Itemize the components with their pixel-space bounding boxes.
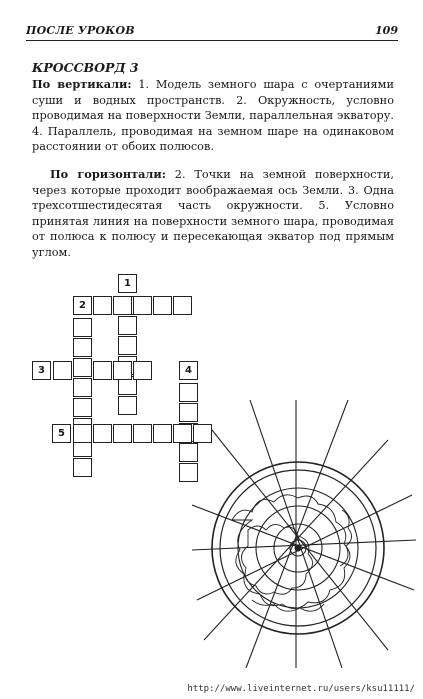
clues-horizontal-label: По горизонтали:	[50, 167, 166, 181]
header-title: ПОСЛЕ УРОКОВ	[26, 24, 135, 37]
crossword-cell	[73, 338, 92, 357]
crossword-cell	[113, 424, 132, 443]
crossword-cell	[173, 296, 192, 315]
crossword-cell	[113, 296, 132, 315]
crossword-cell	[73, 458, 92, 477]
clues-vertical-text: 1. Модель земного шара с очертаниями суши и водных пространств. 2. Окружность, условно проводимая на поверхности Земли, параллельная экватору. 4. Параллель, проводимая на земном шаре на одинаковом расстоянии от обоих полюсов.	[32, 78, 394, 154]
crossword-cell	[93, 296, 112, 315]
crossword-cell	[73, 398, 92, 417]
crossword-cell	[118, 316, 137, 335]
crossword-number-3: 3	[32, 361, 51, 380]
crossword-cell	[73, 378, 92, 397]
crossword-cell	[133, 424, 152, 443]
crossword-cell	[73, 358, 92, 377]
crossword-number-1: 1	[118, 274, 137, 293]
crossword-cell	[93, 361, 112, 380]
crossword-number-4: 4	[179, 361, 198, 380]
clues-horizontal-text: 2. Точки на земной поверхности, через которые проходит воображаемая ось Земли. 3. Одна трехсотшестидесятая часть окружности. 5. Условно принятая линия на поверхности земного шара, проводимая от полюса к полюсу и пересекающая экватор под прямым углом.	[32, 168, 394, 259]
crossword-cell	[53, 361, 72, 380]
crossword-cell	[73, 318, 92, 337]
crossword-number-2: 2	[73, 296, 92, 315]
crossword-cell	[173, 424, 192, 443]
crossword-cell	[133, 361, 152, 380]
crossword-cell	[133, 296, 152, 315]
page-number: 109	[375, 24, 398, 37]
crossword-cell	[118, 336, 137, 355]
section-title: КРОССВОРД 3	[32, 60, 139, 75]
crossword-cell	[93, 424, 112, 443]
footer-url: http://www.liveinternet.ru/users/ksu11111/	[187, 684, 415, 694]
crossword-number-5: 5	[52, 424, 71, 443]
clues-vertical-label: По вертикали:	[32, 77, 132, 91]
crossword-cell	[113, 361, 132, 380]
crossword-cell	[118, 396, 137, 415]
crossword-cell	[153, 424, 172, 443]
crossword-cell	[153, 296, 172, 315]
globe-grid-illustration	[192, 400, 416, 668]
crossword-cell	[73, 424, 92, 443]
